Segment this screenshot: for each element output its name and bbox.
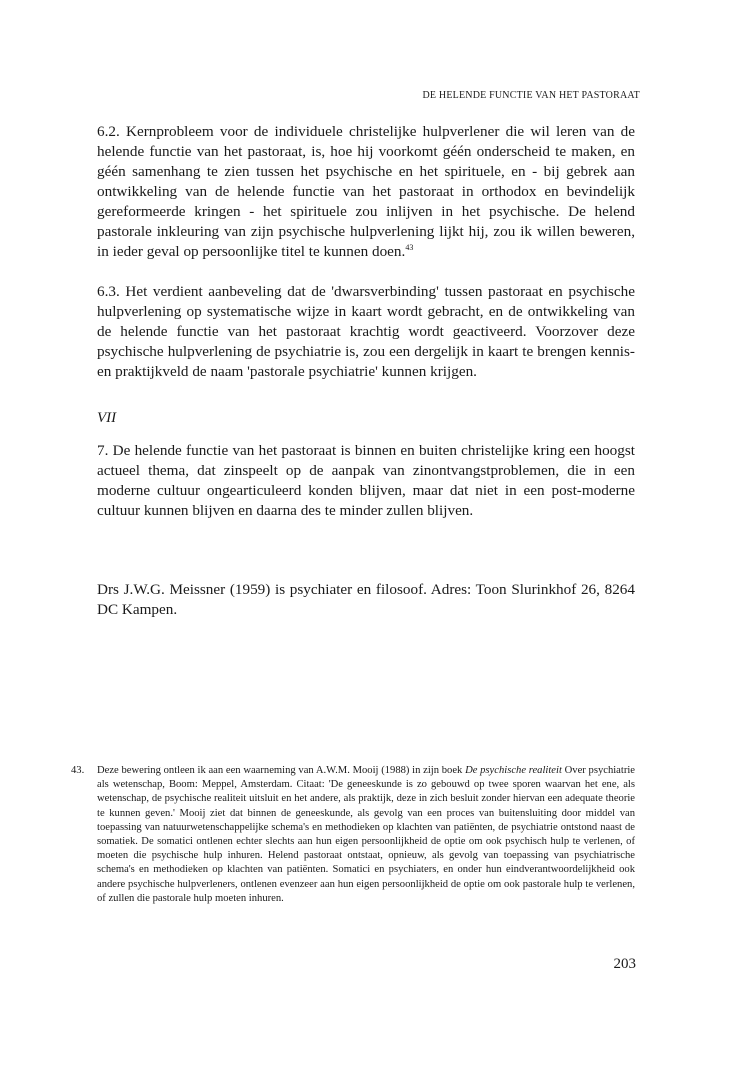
paragraph-6-2 xyxy=(97,122,635,262)
footnote-number: 43. xyxy=(71,765,85,776)
footnote-rest: Over psychiatrie als wetenschap, Boom: Meppel, Amsterdam. Citaat: 'De geneeskunde is zo gebouwd op twee sporen waarvan het ene, als wetenschap, de psychische realiteit uitsluit en het andere, als praktijk, deze in zich besluit zonder hiervan een adequate theorie te kunnen geven.' Mooij ziet dat binnen de geneeskunde, als gevolg van een proces van buitensluiting door middel van toepassing van natuurwetenschappelijke schema's en methodieken op klachten van patiënten, de psychiatrie ontstond naast de somatiek. De somatici ontlenen echter slechts aan hun eigen persoonlijkheid de optie om ook psychisch hulp te verlenen, of moeten die psychische hulp inhuren. Helend pastoraat ontstaat, opnieuw, als gevolg van toepassing van psychiatrische schema's en methodieken op klachten van patiënten. Somatici en psychiaters, en onder hun eindverantwoordelijkheid ook andere psychische hulpverleners, ontlenen evenzeer aan hun eigen persoonlijkheid de optie om ook pastorale hulp te verlenen, of zullen die pastorale hulp moeten inhuren. xyxy=(97,765,635,904)
footnote-43 xyxy=(71,764,635,906)
paragraph-6-3: 6.3. Het verdient aanbeveling dat de 'dwarsverbinding' tussen pastoraat en psychische hulpverlening op systematische wijze in kaart wordt gebracht, en de ontwikkeling van de helende functie van het pastoraat krachtig wordt geactiveerd. Voorzover deze psychische hulpverlening de psychiatrie is, zou een dergelijk in kaart te brengen kennis- en praktijkveld de naam 'pastorale psychiatrie' kunnen krijgen. xyxy=(97,283,635,380)
page-number: 203 xyxy=(613,956,636,972)
running-head: DE HELENDE FUNCTIE VAN HET PASTORAAT xyxy=(422,90,640,101)
author-note: Drs J.W.G. Meissner (1959) is psychiater en filosoof. Adres: Toon Slurinkhof 26, 8264 DC Kampen. xyxy=(97,581,635,618)
footnote-ref-43[interactable]: 43 xyxy=(405,242,414,252)
footnote-lead: Deze bewering ontleen ik aan een waarneming van A.W.M. Mooij (1988) in zijn boek xyxy=(97,765,463,776)
paragraph-6-2-text: 6.2. Kernprobleem voor de individuele christelijke hulpverlener die wil leren van de helende functie van het pastoraat, is, hoe hij voorkomt géén onderscheid te maken, en géén samenhang te zien tussen het psychische en het spirituele, en - bij gebrek aan ontwikkeling van de helende functie van het pastoraat in orthodox en bevindelijk gereformeerde kringen - het spirituele zou inlijven in het psychische. De helend pastorale inkleuring van zijn psychische hulpverlening lijkt hij, zou ik willen beweren, in ieder geval op persoonlijke titel te kunnen doen. xyxy=(97,123,635,260)
footnote-book-title: De psychische realiteit xyxy=(465,765,562,776)
paragraph-7: 7. De helende functie van het pastoraat is binnen en buiten christelijke kring een hoogst actueel thema, dat zinspeelt op de aanpak van zinontvangstproblemen, die in een moderne cultuur ongearticuleerd konden blijven, maar dat niet in een post-moderne cultuur kunnen blijven en daarna des te minder zullen blijven. xyxy=(97,442,635,519)
footnote-text xyxy=(97,765,635,904)
section-heading-vii: VII xyxy=(97,410,117,426)
